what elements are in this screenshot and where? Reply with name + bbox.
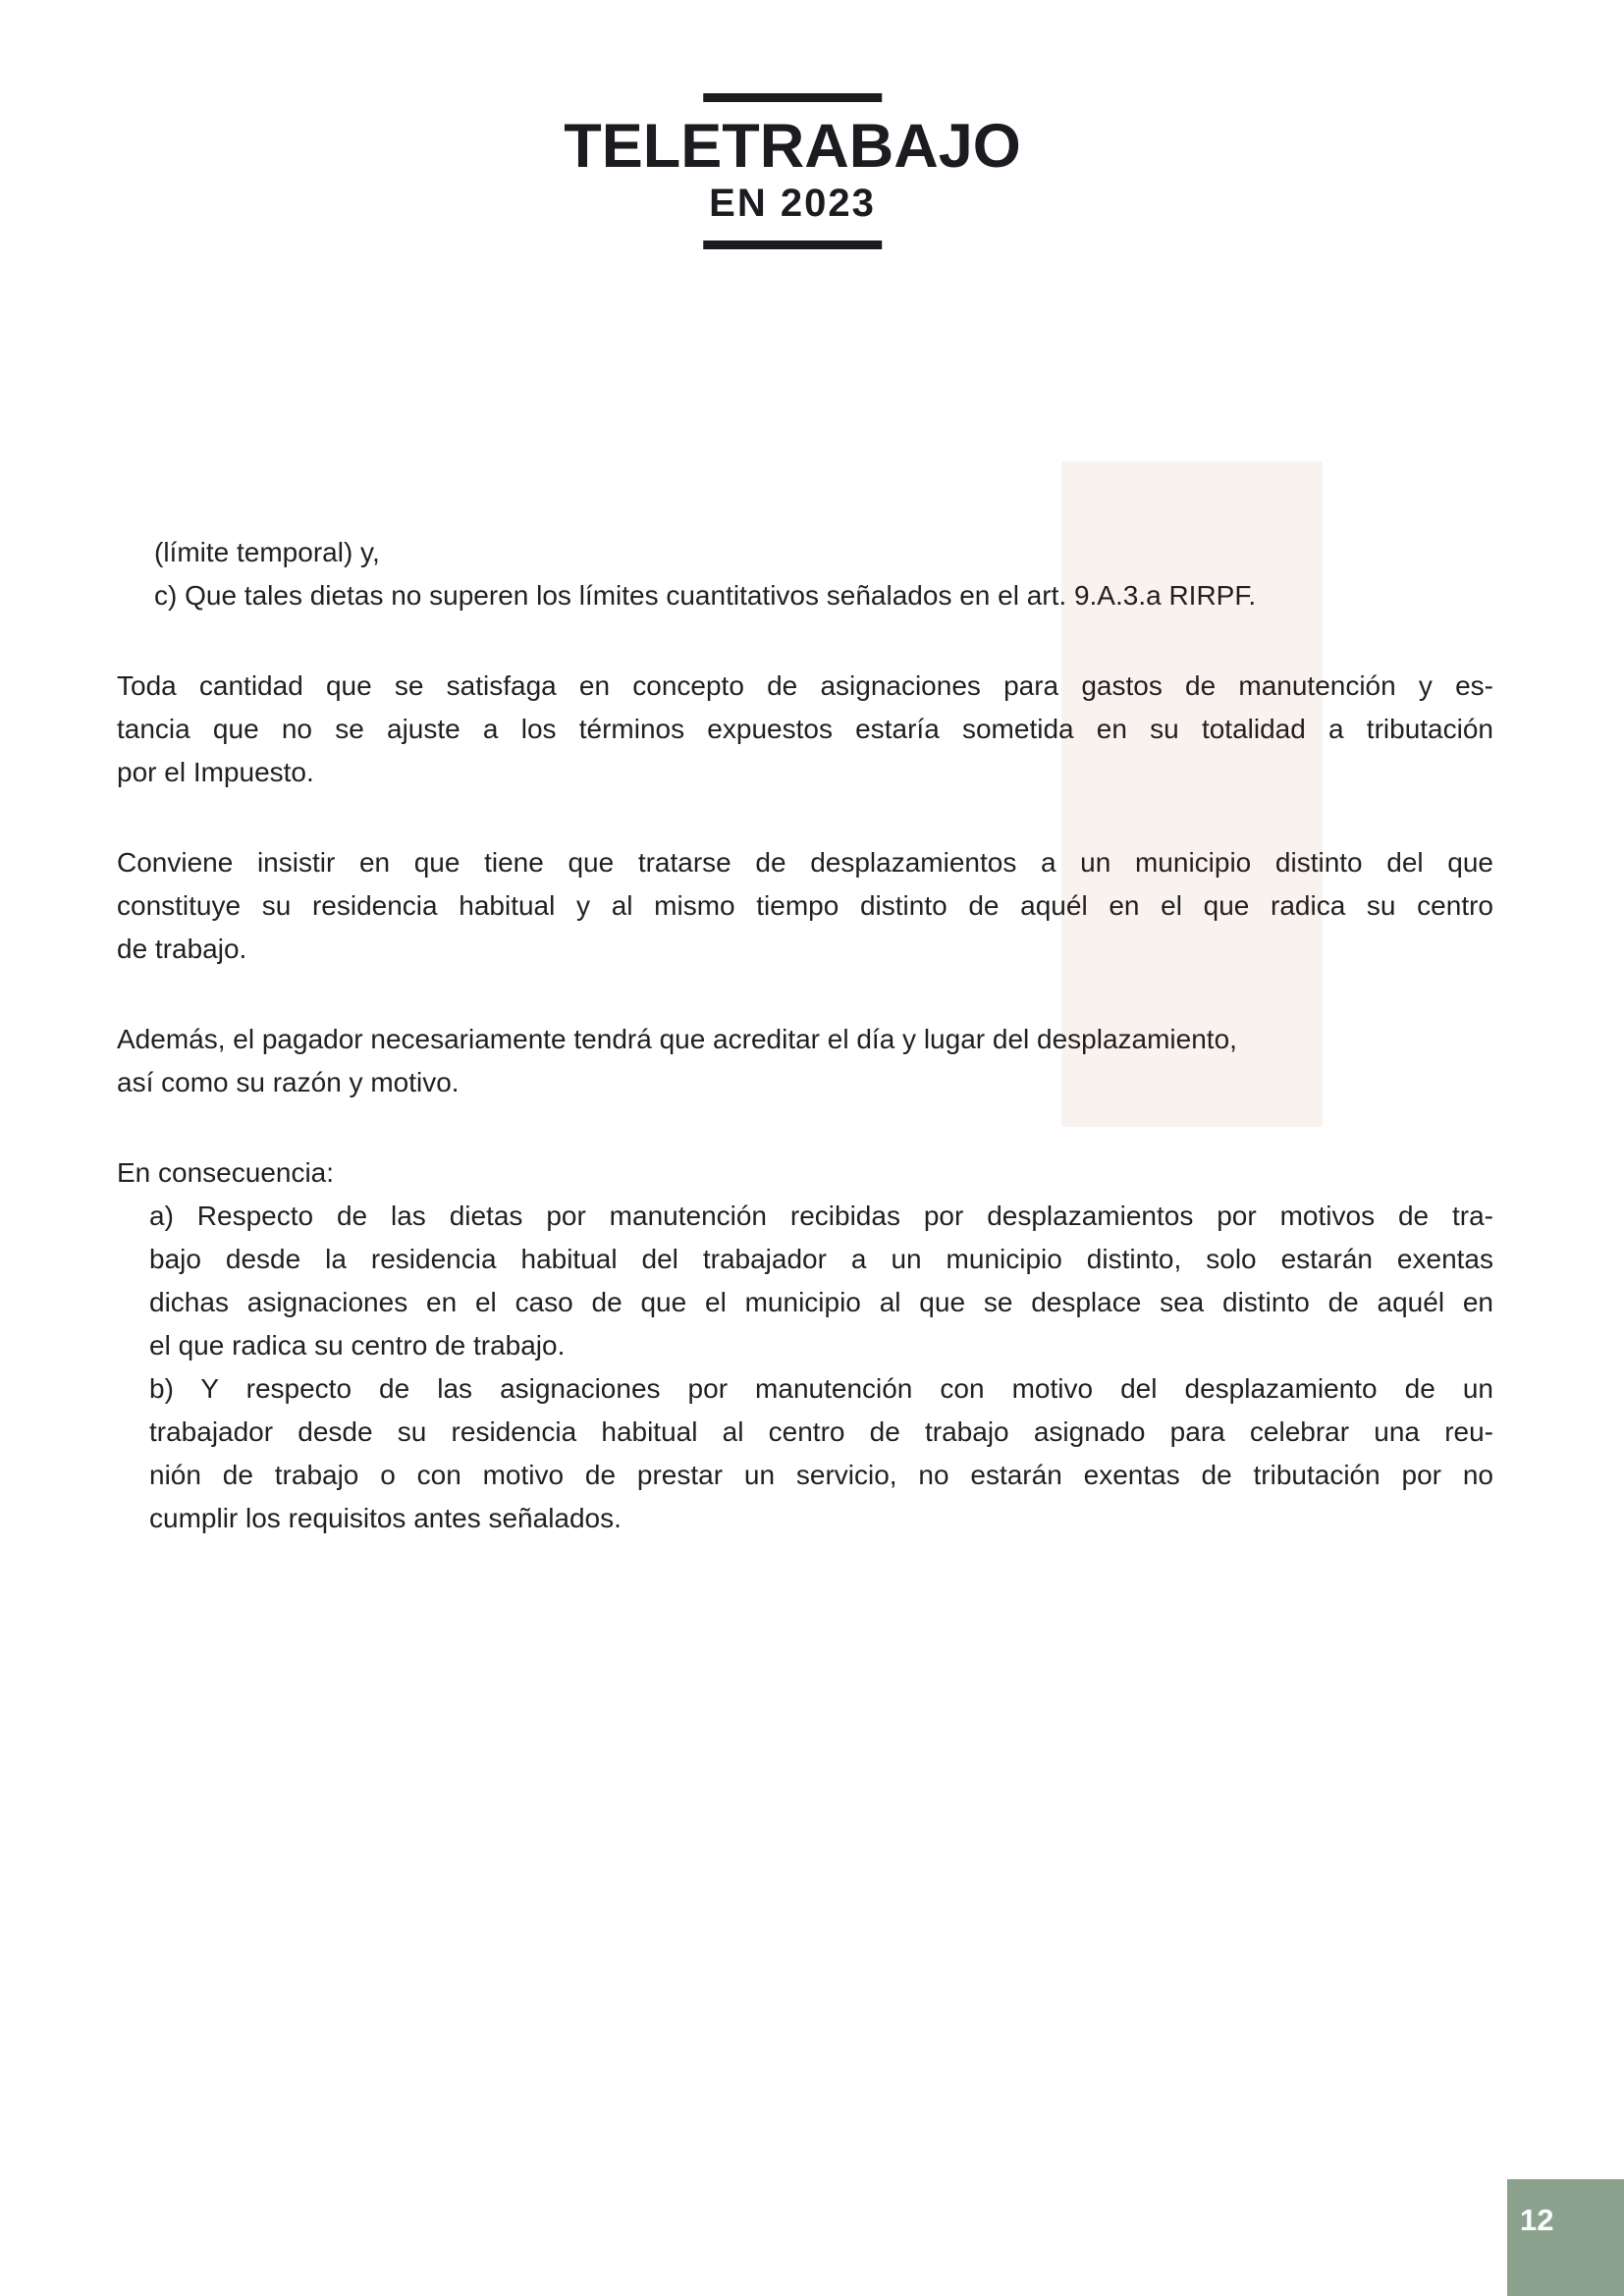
text-line: cumplir los requisitos antes señalados. [149, 1503, 622, 1533]
document-body [117, 531, 1493, 1540]
text-line: trabajador desde su residencia habitual al centro de trabajo asignado para celebrar una reu- [149, 1416, 1493, 1447]
text-line: tancia que no se ajuste a los términos expuestos estaría sometida en su totalidad a tributación [117, 714, 1493, 744]
text-line: (límite temporal) y, [154, 537, 380, 567]
logo-rule-bottom [703, 240, 882, 249]
page-number: 12 [1520, 2203, 1554, 2237]
logo-title: TELETRABAJO [564, 112, 1021, 181]
text-line: nión de trabajo o con motivo de prestar un servicio, no estarán exentas de tributación por no [149, 1460, 1493, 1490]
text-line: dichas asignaciones en el caso de que el municipio al que se desplace sea distinto de aquél en [149, 1287, 1493, 1317]
logo [564, 93, 1021, 249]
text-line: Conviene insistir en que tiene que tratarse de desplazamientos a un municipio distinto del que [117, 847, 1493, 878]
paragraph [117, 665, 1493, 794]
list-item [117, 1367, 1493, 1540]
logo-rule-top [703, 93, 882, 102]
text-line: por el Impuesto. [117, 757, 314, 787]
text-line: bajo desde la residencia habitual del trabajador a un municipio distinto, solo estarán exentas [149, 1244, 1493, 1274]
text-line: Además, el pagador necesariamente tendrá que acreditar el día y lugar del desplazamiento, [117, 1024, 1237, 1054]
text-line: En consecuencia: [117, 1157, 335, 1188]
text-line: b) Y respecto de las asignaciones por manutención con motivo del desplazamiento de un [149, 1373, 1493, 1404]
list-item [117, 1195, 1493, 1367]
text-line: el que radica su centro de trabajo. [149, 1330, 566, 1361]
text-line: de trabajo. [117, 934, 247, 964]
paragraph [117, 1151, 1493, 1195]
paragraph [117, 841, 1493, 971]
text-line: constituye su residencia habitual y al mismo tiempo distinto de aquél en el que radica su centro [117, 890, 1493, 921]
text-line: a) Respecto de las dietas por manutención recibidas por desplazamientos por motivos de tra- [149, 1201, 1493, 1231]
text-line: c) Que tales dietas no superen los límites cuantitativos señalados en el art. 9.A.3.a RIRPF. [154, 580, 1257, 611]
logo-subtitle: EN 2023 [709, 182, 876, 225]
paragraph [117, 1018, 1493, 1104]
page-number-box [1507, 2179, 1624, 2296]
text-line: así como su razón y motivo. [117, 1067, 460, 1097]
paragraph [117, 531, 1493, 617]
text-line: Toda cantidad que se satisfaga en concepto de asignaciones para gastos de manutención y es- [117, 670, 1493, 701]
